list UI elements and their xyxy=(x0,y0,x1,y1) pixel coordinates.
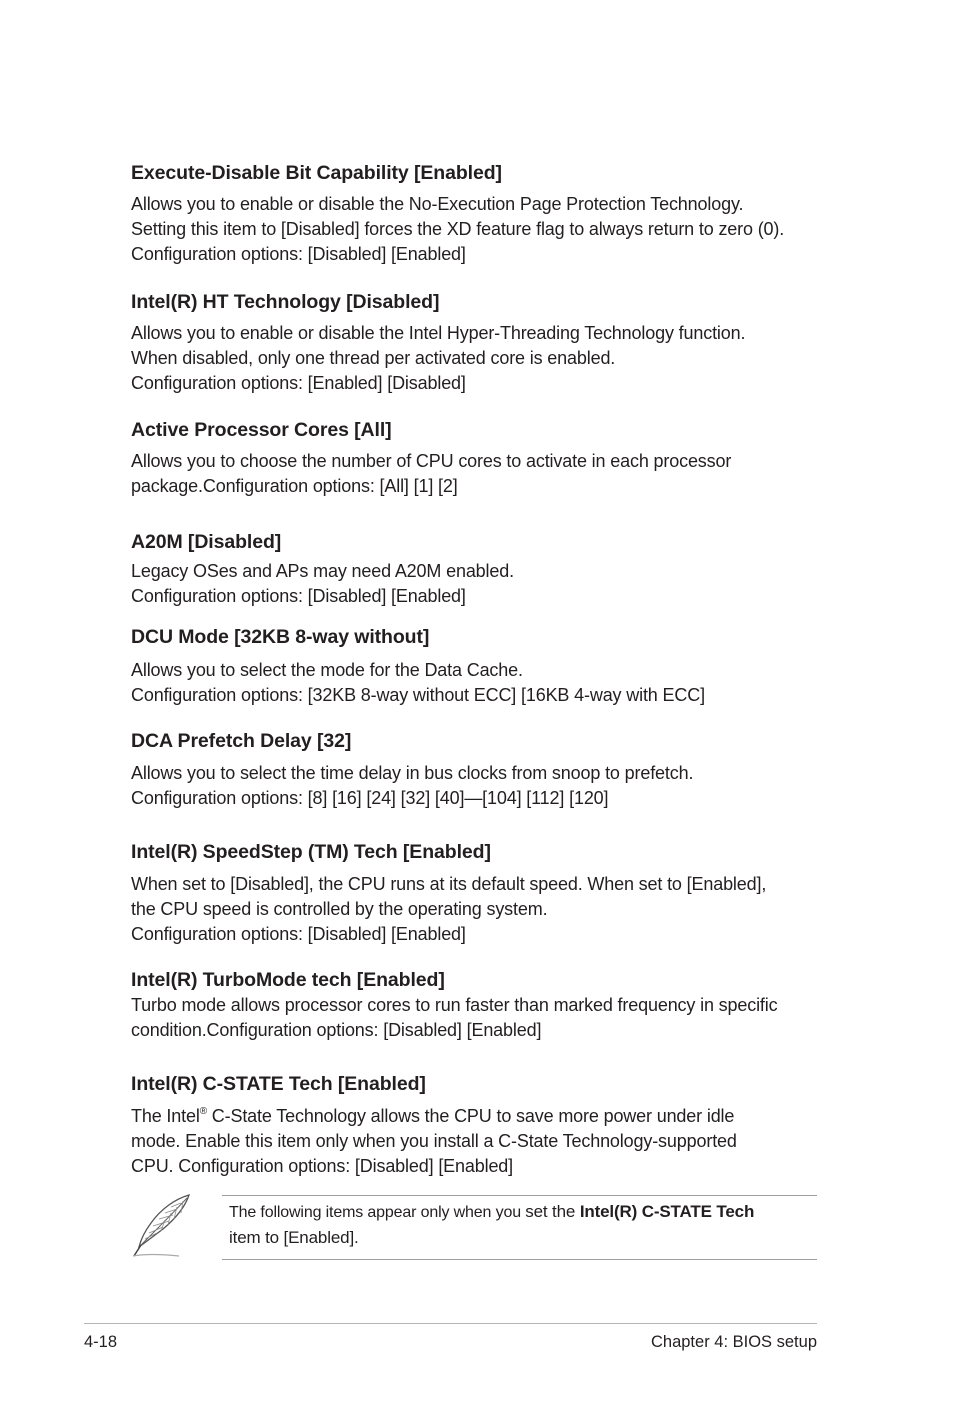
section-active-processor-cores xyxy=(131,418,821,499)
section-description: Legacy OSes and APs may need A20M enabled. Configuration options: [Disabled] [Enabled] xyxy=(131,561,514,606)
section-title: Intel(R) C-STATE Tech [Enabled] xyxy=(131,1073,426,1095)
section-description: Turbo mode allows processor cores to run faster than marked frequency in specific condition.Configuration options: [Disabled] [Enabled] xyxy=(131,995,778,1040)
note-bold-item: Intel(R) C-STATE Tech xyxy=(579,1202,755,1221)
section-title: Intel(R) SpeedStep (TM) Tech [Enabled] xyxy=(131,841,491,863)
section-title: DCA Prefetch Delay [32] xyxy=(131,730,352,752)
section-turbomode xyxy=(131,968,821,1043)
section-dcu-mode xyxy=(131,625,821,708)
section-description: Allows you to select the time delay in bus clocks from snoop to prefetch. Configuration options: [8] [16] [24] [32] [40]—[104] [112] [120] xyxy=(131,763,694,808)
section-title: DCU Mode [32KB 8-way without] xyxy=(131,626,430,648)
registered-mark: ® xyxy=(199,1106,207,1117)
section-title: Intel(R) TurboMode tech [Enabled] xyxy=(131,969,445,991)
section-description: Allows you to enable or disable the Intel Hyper-Threading Technology function. When disabled, only one thread per activated core is enabled. Configuration options: [Enabled] [Disabled] xyxy=(131,323,746,393)
section-description: The Intel® C-State Technology allows the CPU to save more power under idle mode. Enable this item only when you install a C-State Technology-supported CPU. Configuration options: [Disabled] [Enabled] xyxy=(131,1106,737,1176)
section-description: Allows you to select the mode for the Data Cache. Configuration options: [32KB 8-way without ECC] [16KB 4-way with ECC] xyxy=(131,660,705,705)
note-box xyxy=(222,1195,817,1260)
section-title: Intel(R) HT Technology [Disabled] xyxy=(131,291,440,313)
section-dca-prefetch-delay xyxy=(131,729,821,811)
section-ht-technology xyxy=(131,290,821,396)
section-description: Allows you to enable or disable the No-Execution Page Protection Technology. Setting this item to [Disabled] forces the XD feature flag to always return to zero (0). Configuration options: [Disabled] [Enabled] xyxy=(131,194,785,264)
section-description: When set to [Disabled], the CPU runs at its default speed. When set to [Enabled], the CPU speed is controlled by the operating system. Configuration options: [Disabled] [Enabled] xyxy=(131,874,767,944)
feather-pen-icon xyxy=(131,1193,193,1259)
section-title: Active Processor Cores [All] xyxy=(131,419,392,441)
note-text: The following items appear only when you set the Intel(R) C-STATE Tech item to [Enabled]. xyxy=(229,1202,755,1247)
chapter-label: Chapter 4: BIOS setup xyxy=(650,1333,817,1351)
section-c-state xyxy=(131,1072,821,1179)
section-execute-disable-bit xyxy=(131,161,821,267)
section-title: Execute-Disable Bit Capability [Enabled] xyxy=(131,162,502,184)
section-description: Allows you to choose the number of CPU cores to activate in each processor package.Configuration options: [All] [1] [2] xyxy=(131,451,732,496)
section-title: A20M [Disabled] xyxy=(131,531,282,553)
footer-divider xyxy=(84,1323,817,1324)
section-speedstep xyxy=(131,840,821,947)
page-number: 4-18 xyxy=(84,1333,118,1351)
section-a20m xyxy=(131,530,821,609)
